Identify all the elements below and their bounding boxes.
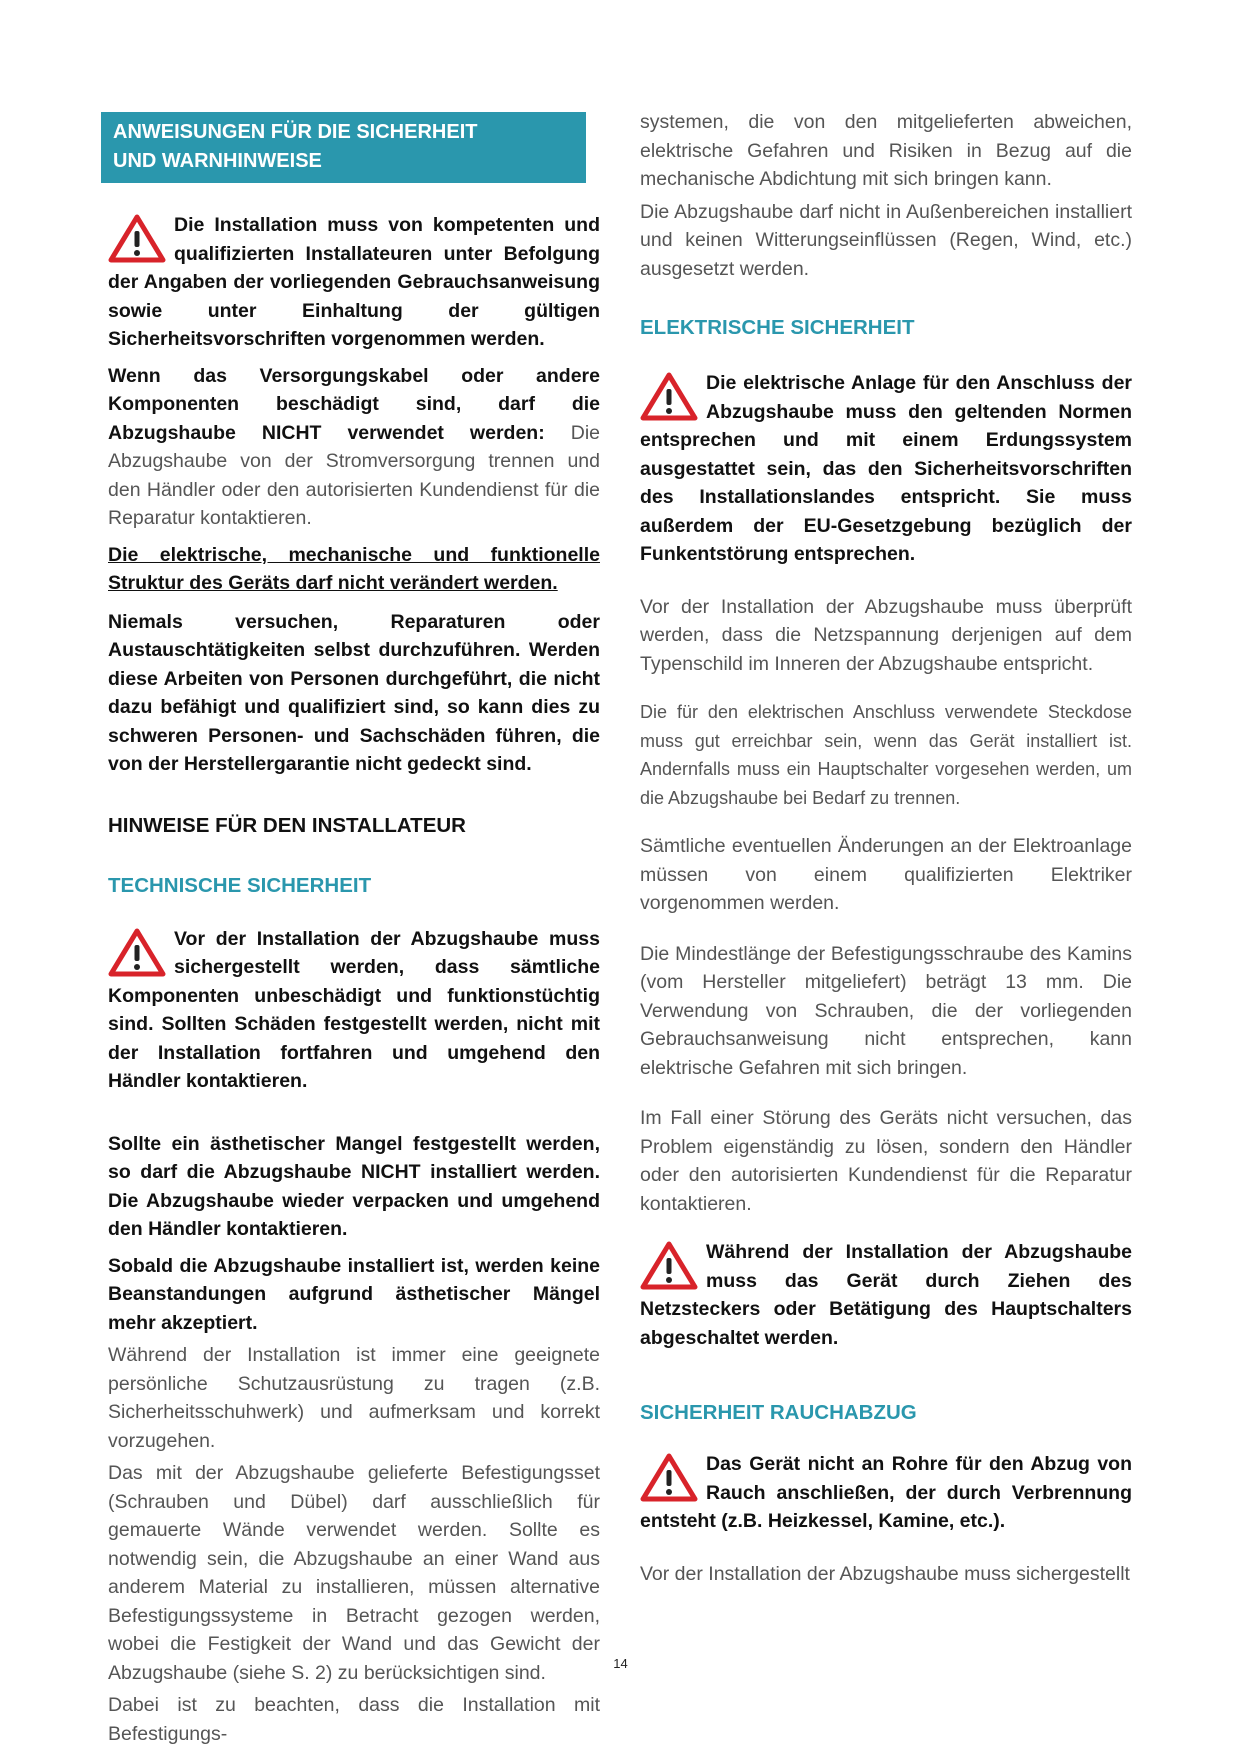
paragraph-cable [108,362,600,533]
right-column [640,112,1132,1588]
heading-technical-safety: TECHNISCHE SICHERHEIT [108,873,372,897]
warning-text: Die Installation muss von kompetenten und qualifizierten Installateuren unter Befolgung der Angaben der vorliegenden Gebrauchsanweisung sowie unter Einhaltung der gültigen Sicherheitsvorschriften vorgenommen werden. [108,214,600,350]
warning-components [108,925,600,1096]
paragraph-outdoor: Die Abzugshaube darf nicht in Außenbereichen installiert und keinen Witterungseinflüssen (Regen, Wind, etc.) ausgesetzt werden. [640,200,1132,280]
warning-text: Während der Installation der Abzugshaube muss das Gerät durch Ziehen des Netzsteckers oder Betätigung des Hauptschalters abgeschaltet werden. [640,1241,1132,1349]
paragraph-screw-length: Die Mindestlänge der Befestigungsschraube des Kamins (vom Hersteller mitgeliefert) beträgt 13 mm. Die Verwendung von Schrauben, die der vorliegenden Gebrauchsanweisung nicht entsprechen, kann elektrische Gefahren mit sich bringen. [640,942,1132,1079]
warning-smoke-pipes [640,1450,1132,1536]
warning-triangle-icon [108,214,166,264]
warning-triangle-icon [108,928,166,978]
paragraph-before-installation: Vor der Installation der Abzugshaube muss sichergestellt [640,1562,1130,1585]
warning-text: Die elektrische Anlage für den Anschluss der Abzugshaube muss den geltenden Normen entsprechen und mit einem Erdungssystem ausgestattet sein, das den Sicherheitsvorschriften des Installationslandes entspricht. Sie muss außerdem der EU-Gesetzgebung bezüglich der Funkentstörung entsprechen. [640,372,1132,565]
paragraph-fixing-systems: Dabei ist zu beachten, dass die Installation mit Befestigungs- [108,1694,600,1745]
paragraph-fixing-set: Das mit der Abzugshaube gelieferte Befestigungsset (Schrauben und Dübel) darf ausschließlich für gemauerte Wände verwendet werden. Sollte es notwendig sein, die Abzugshaube an einer Wand aus anderem Material zu installieren, müssen alternative Befestigungssysteme in Betracht gezogen werden, wobei die Festigkeit der Wand und das Gewicht der Abzugshaube (siehe S. 2) zu berücksichtigen sind. [108,1462,600,1684]
paragraph-voltage: Vor der Installation der Abzugshaube muss überprüft werden, dass die Netzspannung derjenigen auf dem Typenschild im Inneren der Abzugshaube entspricht. [640,595,1132,675]
heading-smoke-exhaust: SICHERHEIT RAUCHABZUG [640,1401,917,1424]
paragraph-malfunction: Im Fall einer Störung des Geräts nicht versuchen, das Problem eigenständig zu lösen, sondern den Händler oder den autorisierten Kundendienst für die Reparatur kontaktieren. [640,1107,1132,1215]
page-number: 14 [613,1656,628,1671]
paragraph-no-complaints: Sobald die Abzugshaube installiert ist, werden keine Beanstandungen aufgrund ästhetischer Mängel mehr akzeptiert. [108,1254,600,1334]
warning-triangle-icon [640,1241,698,1291]
section-banner [101,112,586,183]
warning-disconnect [640,1238,1132,1352]
paragraph-bold: Wenn das Versorgungskabel oder andere Komponenten beschädigt sind, darf die Abzugshaube NICHT verwendet werden: [108,364,600,444]
paragraph-electrician: Sämtliche eventuellen Änderungen an der Elektroanlage müssen von einem qualifizierten Elektriker vorgenommen werden. [640,835,1132,914]
banner-line-2: UND WARNHINWEISE [113,150,322,172]
warning-text: Vor der Installation der Abzugshaube muss sichergestellt werden, dass sämtliche Komponenten unbeschädigt und funktionstüchtig sind. Sollten Schäden festgestellt werden, nicht mit der Installation fortfahren und umgehend den Händler kontaktieren. [108,927,600,1092]
banner-line-1: ANWEISUNGEN FÜR DIE SICHERHEIT [113,121,478,143]
heading-electrical-safety: ELEKTRISCHE SICHERHEIT [640,316,915,339]
warning-electrical-system [640,369,1132,569]
warning-text: Das Gerät nicht an Rohre für den Abzug von Rauch anschließen, der durch Verbrennung entsteht (z.B. Heizkessel, Kamine, etc.). [640,1453,1132,1532]
paragraph-repairs: Niemals versuchen, Reparaturen oder Austauschtätigkeiten selbst durchzuführen. Werden diese Arbeiten von Personen durchgeführt, die nicht dazu befähigt und qualifiziert sind, so kann dies zu schweren Personen- und Sachschäden führen, die von der Herstellergarantie nicht gedeckt sind. [108,610,600,775]
heading-installer: HINWEISE FÜR DEN INSTALLATEUR [108,813,466,837]
warning-installation [108,211,600,354]
warning-triangle-icon [640,372,698,422]
paragraph-protective-equipment: Während der Installation ist immer eine geeignete persönliche Schutzausrüstung zu tragen (z.B. Sicherheitsschuhwerk) und aufmerksam und korrekt vorzugehen. [108,1344,600,1452]
paragraph-socket: Die für den elektrischen Anschluss verwendete Steckdose muss gut erreichbar sein, wenn das Gerät installiert ist. Andernfalls muss ein Hauptschalter vorgesehen werden, um die Abzugshaube bei Bedarf zu trennen. [640,702,1132,808]
warning-triangle-icon [640,1453,698,1503]
left-column [108,112,600,1748]
paragraph-light: Die Abzugshaube von der Stromversorgung trennen und den Händler oder den autorisierten Kundendienst für die Reparatur kontaktieren. [108,421,600,529]
paragraph-structure: Die elektrische, mechanische und funktionelle Struktur des Geräts darf nicht verändert werden. [108,543,600,594]
paragraph-fixing-continued: systemen, die von den mitgelieferten abweichen, elektrische Gefahren und Risiken in Bezug auf die mechanische Abdichtung mit sich bringen kann. [640,111,1132,190]
paragraph-aesthetic-defect: Sollte ein ästhetischer Mangel festgestellt werden, so darf die Abzugshaube NICHT installiert werden. Die Abzugshaube wieder verpacken und umgehend den Händler kontaktieren. [108,1132,600,1240]
